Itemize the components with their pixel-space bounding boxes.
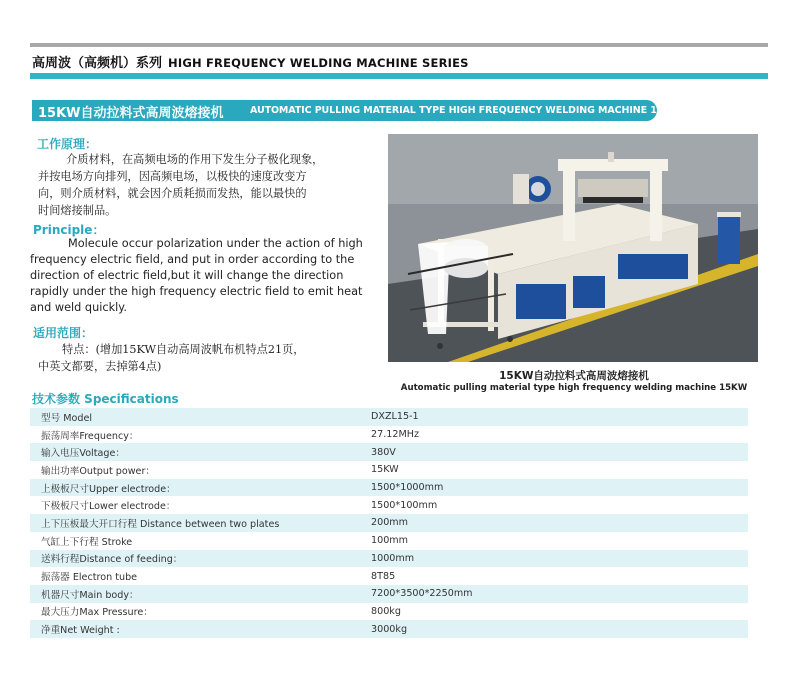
spec-label: 机器尺寸Main body：: [30, 585, 361, 603]
spec-value: 100mm: [371, 535, 409, 547]
spec-label: 气缸上下行程 Stroke: [41, 536, 133, 548]
spec-label: 振荡周率Frequency：: [41, 430, 139, 442]
spec-label: 输入电压Voltage：: [30, 443, 361, 461]
photo-caption-en: Automatic pulling material type high frequency welding machine 15KW: [400, 383, 748, 393]
principle-zh-text: [38, 151, 323, 219]
principle-zh-heading: 工作原理：: [37, 137, 98, 151]
accent-divider: [30, 73, 768, 79]
principle-en-line: and weld quickly.: [30, 301, 127, 314]
principle-en-line: direction of electric field,but it will change the direction: [30, 269, 344, 282]
banner-title-zh: 15KW自动拉料式高周波熔接机: [38, 106, 224, 121]
scope-line: 中英文都要，去掉第4点): [38, 360, 162, 373]
table-row: [30, 461, 748, 479]
table-row: [30, 620, 748, 638]
spec-value: 27.12MHz: [371, 429, 419, 441]
product-banner: [32, 100, 681, 121]
photo-caption-zh: 15KW自动拉料式高周波熔接机: [499, 370, 649, 382]
spec-label: 净重Net Weight :: [30, 620, 361, 638]
spec-value: 3000kg: [361, 620, 748, 638]
table-row: [30, 532, 748, 550]
spec-value: DXZL15-1: [361, 408, 748, 426]
principle-zh-line: 介质材料，在高频电场的作用下发生分子极化现象，: [66, 153, 324, 166]
machine-photo: [388, 134, 758, 362]
table-row: [30, 550, 748, 568]
table-row: [30, 408, 748, 426]
scope-line: 特点：(增加15KW自动高周波帆布机特点21页，: [62, 343, 305, 356]
series-title: [32, 52, 469, 71]
spec-label: 输出功率Output power：: [41, 465, 155, 477]
spec-value: 380V: [361, 443, 748, 461]
table-row: [30, 443, 748, 461]
principle-zh-line: 并按电场方向排列，因高频电场，以极快的速度改变方: [38, 170, 307, 183]
spec-value: 1500*100mm: [371, 499, 438, 511]
specs-table: [30, 408, 748, 638]
spec-label: 下极板尺寸Lower electrode：: [41, 501, 176, 513]
specs-heading: 技术参数 Specifications: [32, 392, 179, 406]
table-row: [30, 514, 748, 532]
series-title-zh: 高周波（高频机）系列: [32, 56, 163, 71]
series-title-en: HIGH FREQUENCY WELDING MACHINE SERIES: [168, 56, 469, 70]
principle-zh-line: 向，则介质材料，就会因介质耗损而发热，能以最快的: [38, 187, 307, 200]
principle-en-heading: Principle：: [33, 223, 105, 237]
table-row: [30, 479, 748, 497]
table-row: [30, 603, 748, 621]
spec-label: 振荡器 Electron tube: [41, 572, 138, 584]
spec-value: 1000mm: [361, 550, 748, 568]
table-row: [30, 426, 748, 444]
spec-label: 上下压板最大开口行程 Distance between two plates: [30, 514, 361, 532]
spec-label: 型号 Model: [30, 408, 361, 426]
spec-label: 最大压力Max Pressure：: [41, 607, 153, 619]
spec-value: 8T85: [371, 570, 396, 582]
table-row: [30, 567, 748, 585]
top-divider: [30, 43, 768, 47]
table-row: [30, 585, 748, 603]
principle-en-line: rapidly under the high frequency electric field to emit heat: [30, 285, 363, 298]
table-row: [30, 496, 748, 514]
scope-heading: 适用范围：: [33, 326, 94, 340]
principle-zh-line: 时间熔接制品。: [38, 204, 117, 217]
spec-value: 200mm: [361, 514, 748, 532]
scope-text: [38, 341, 304, 375]
spec-label: 上极板尺寸Upper electrode：: [30, 479, 361, 497]
banner-title-en: AUTOMATIC PULLING MATERIAL TYPE HIGH FREQUENCY WELDING MACHINE 15KW: [250, 105, 681, 116]
principle-en-line: frequency electric field, and put in order according to the: [30, 253, 355, 266]
principle-en-text: [30, 236, 363, 316]
spec-value: 800kg: [371, 605, 401, 617]
spec-value: 1500*1000mm: [361, 479, 748, 497]
machine-illustration: [388, 134, 758, 362]
spec-label: 送料行程Distance of feeding：: [30, 550, 361, 568]
principle-en-line: Molecule occur polarization under the action of high: [68, 237, 363, 250]
spec-value: 15KW: [371, 464, 399, 476]
spec-value: 7200*3500*2250mm: [361, 585, 748, 603]
